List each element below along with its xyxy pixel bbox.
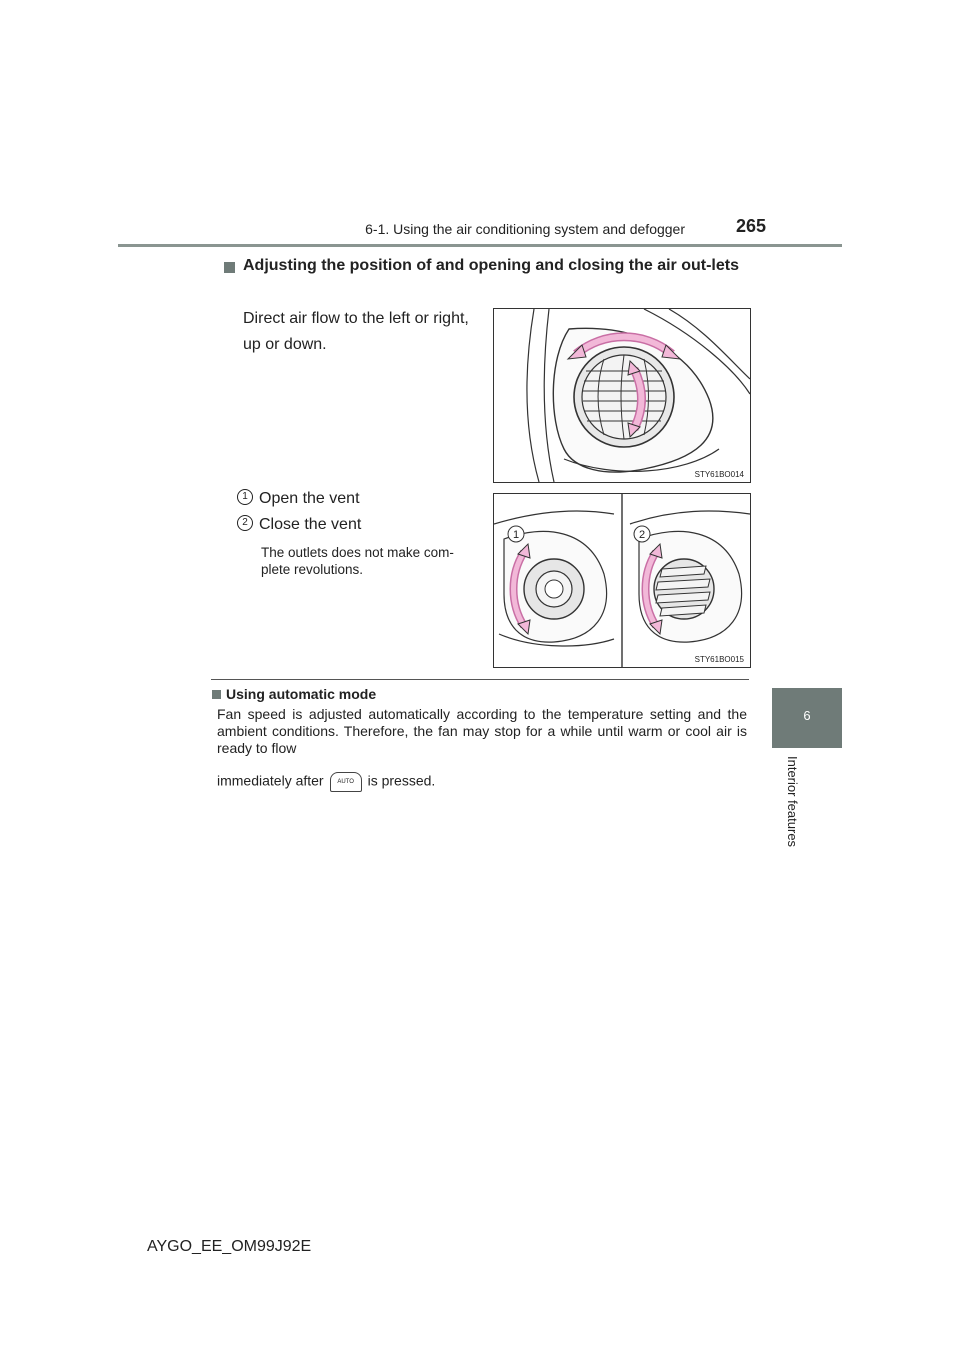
figure-code: STY61BO014: [694, 470, 744, 479]
figure-code: STY61BO015: [694, 655, 744, 664]
heading-bullet: [224, 262, 235, 273]
chapter-label: Interior features: [785, 756, 800, 848]
auto-button-icon: AUTO: [330, 772, 362, 792]
section-title: 6-1. Using the air conditioning system and defogger: [365, 221, 685, 237]
vent-direction-illustration: [494, 309, 750, 482]
figure-vent-direction: [493, 308, 751, 483]
note-body: Fan speed is adjusted automatically according to the temperature setting and the ambient conditions. Therefore, the fan may stop for a while until warm or cool air is ready to flow: [217, 706, 747, 756]
note-title: Using automatic mode: [226, 686, 377, 702]
note-tail-before: immediately after: [217, 772, 324, 789]
svg-text:1: 1: [512, 529, 520, 541]
chapter-number: 6: [803, 708, 811, 723]
svg-text:2: 2: [638, 529, 646, 541]
figure-vent-open-close: [493, 493, 751, 668]
note-rule: [211, 679, 749, 680]
item-close-vent: [237, 512, 253, 531]
item-open-vent-label: Open the vent: [259, 490, 360, 507]
section-heading: Adjusting the position of and opening and closing the air out-lets: [243, 257, 739, 274]
vent-open-close-illustration: [494, 494, 750, 667]
note-bullet: [212, 690, 221, 699]
note-tail-after: is pressed.: [367, 772, 436, 789]
page-number: 265: [736, 216, 767, 236]
document-code: AYGO_EE_OM99J92E: [147, 1238, 312, 1255]
item-close-vent-label: Close the vent: [259, 516, 362, 533]
intro-text: Direct air flow to the left or right, up or down.: [243, 310, 469, 353]
item-open-vent: [237, 486, 253, 505]
header-rule: [118, 244, 842, 247]
callout-1-icon: 1: [237, 489, 253, 505]
callout-2-icon: 2: [237, 515, 253, 531]
note-last-line: [217, 772, 435, 792]
revolution-note: The outlets does not make com-plete revolutions.: [261, 545, 454, 577]
